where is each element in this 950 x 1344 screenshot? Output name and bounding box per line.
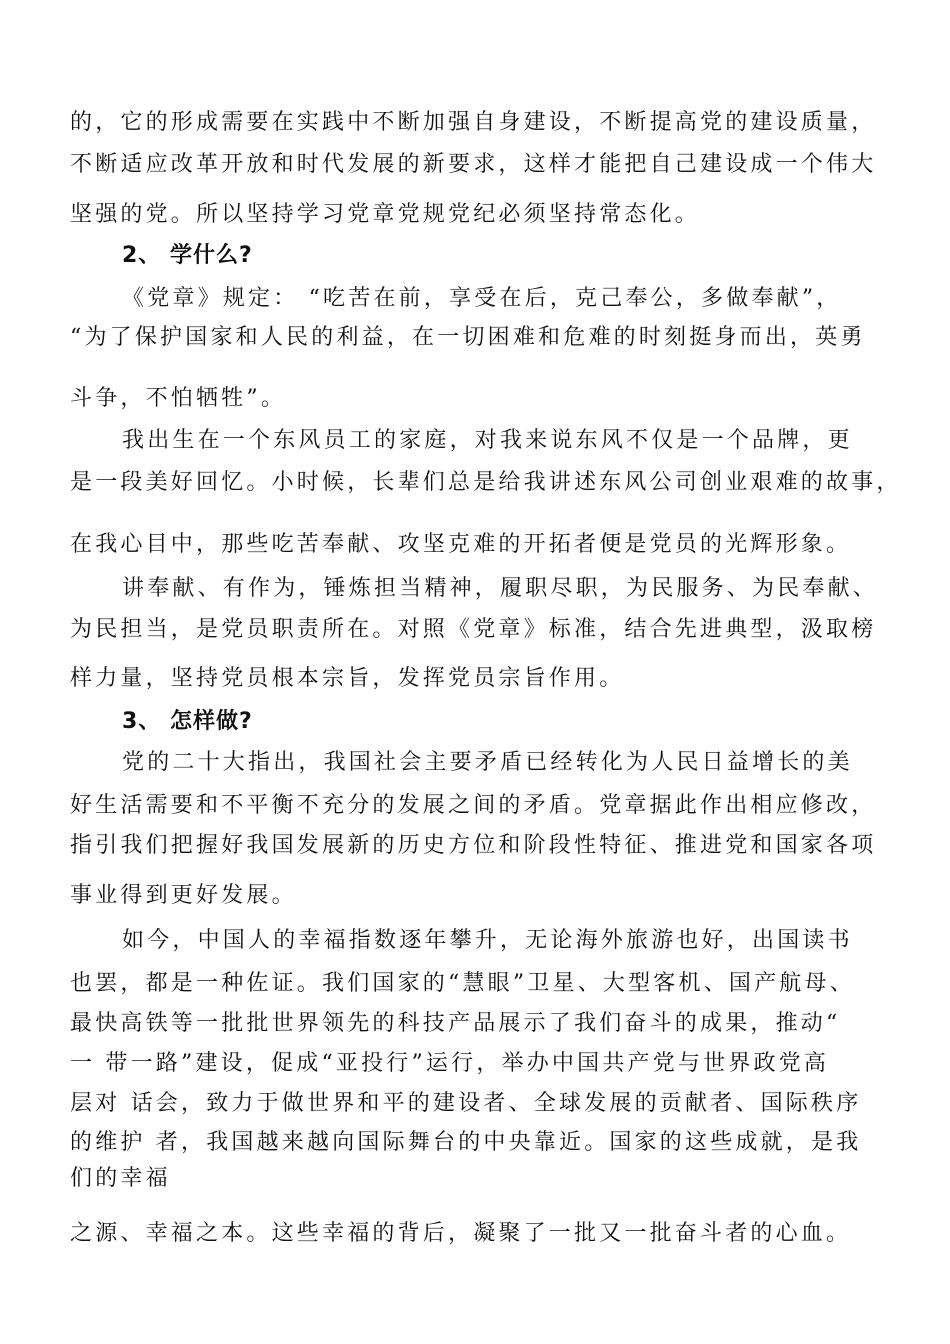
text-line: 坚强的党。所以坚持学习党章党规党纪必须坚持常态化。 — [70, 202, 701, 227]
text-line: 指引我们把握好我国发展新的历史方位和阶段性特征、推进党和国家各项 — [70, 833, 877, 858]
text-line: 为民担当，是党员职责所在。对照《党章》标准，结合先进典型，汲取榜 — [70, 617, 877, 642]
text-line: 事业得到更好发展。 — [70, 883, 297, 908]
text-line: 们的幸福 — [70, 1166, 171, 1191]
text-line: 党的二十大指出，我国社会主要矛盾已经转化为人民日益增长的美 — [122, 750, 853, 775]
text-line: 也罢，都是一种佐证。我们国家的“慧眼”卫星、大型客机、国产航母、 — [70, 971, 855, 996]
text-line: 的维护 者，我国越来越向国际舞台的中央靠近。国家的这些成就，是我 — [70, 1130, 862, 1155]
text-line: “为了保护国家和人民的利益，在一切困难和危难的时刻挺身而出，英勇 — [70, 325, 866, 350]
text-line: 之源、幸福之本。这些幸福的背后，凝聚了一批又一批奋斗者的心血。 — [70, 1221, 852, 1246]
text-line: 在我心目中，那些吃苦奉献、攻坚克难的开拓者便是党员的光辉形象。 — [70, 532, 852, 557]
text-line: 的，它的形成需要在实践中不断加强自身建设，不断提高党的建设质量， — [70, 110, 877, 135]
text-line: 讲奉献、有作为，锤炼担当精神，履职尽职，为民服务、为民奉献、 — [122, 576, 879, 601]
text-line: 我出生在一个东风员工的家庭，对我来说东风不仅是一个品牌，更 — [122, 428, 853, 453]
text-line: 斗争，不怕牺牲”。 — [70, 386, 287, 411]
text-line: 好生活需要和不平衡不充分的发展之间的矛盾。党章据此作出相应修改， — [70, 793, 877, 818]
text-line: 不断适应改革开放和时代发展的新要求，这样才能把自己建设成一个伟大 — [70, 152, 877, 177]
text-line: 如今，中国人的幸福指数逐年攀升，无论海外旅游也好，出国读书 — [122, 928, 853, 953]
text-line: 层对 话会，致力于做世界和平的建设者、全球发展的贡献者、国际秩序 — [70, 1091, 862, 1116]
text-line: 一 带一路”建设，促成“亚投行”运行，举办中国共产党与世界政党高 — [70, 1051, 830, 1076]
text-line: 《党章》规定： “吃苦在前，享受在后，克己奉公，多做奉献”， — [122, 286, 842, 311]
section-heading-how-to-act: 3、 怎样做? — [122, 709, 253, 734]
text-line: 是一段美好回忆。小时候，长辈们总是给我讲述东风公司创业艰难的故事， — [70, 470, 902, 495]
text-line: 样力量，坚持党员根本宗旨，发挥党员宗旨作用。 — [70, 666, 625, 691]
text-line: 最快高铁等一批批世界领先的科技产品展示了我们奋斗的成果，推动“ — [70, 1011, 841, 1036]
section-heading-what-to-learn: 2、 学什么? — [122, 243, 253, 268]
